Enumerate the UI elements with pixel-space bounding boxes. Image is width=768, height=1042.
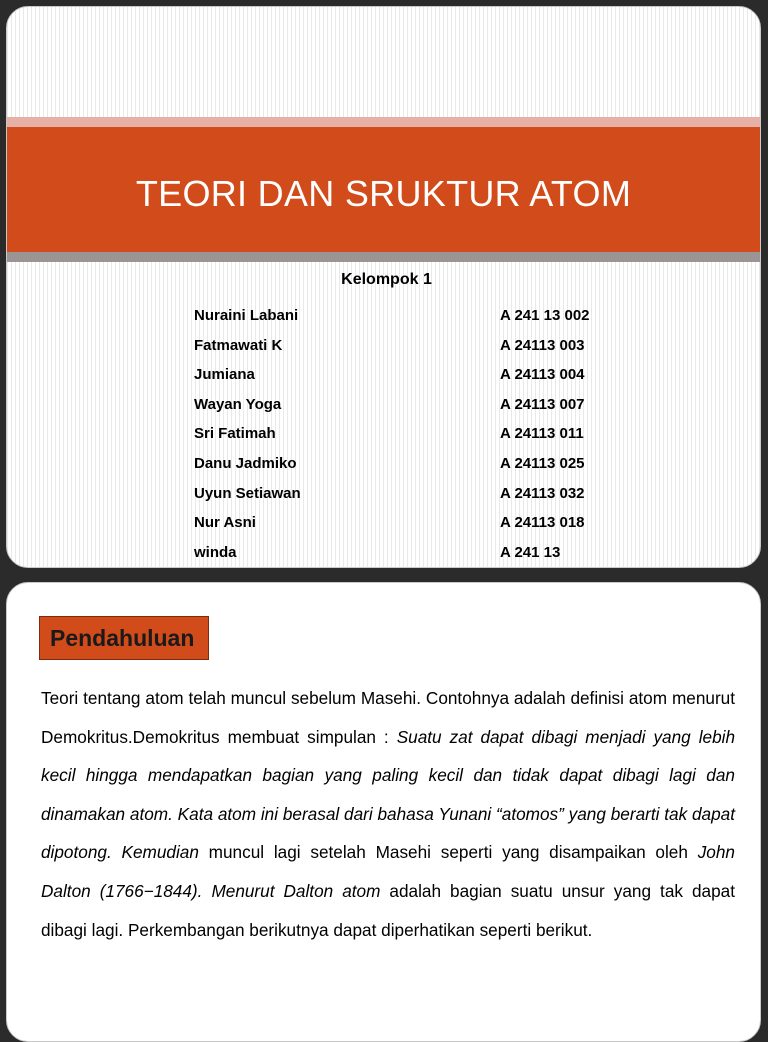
intro-paragraph	[41, 679, 735, 949]
member-name: Jumiana	[194, 366, 255, 384]
member-nim: A 241 13 002	[500, 307, 590, 324]
member-row	[194, 396, 644, 418]
member-name: Fatmawati K	[194, 336, 283, 354]
member-row	[194, 514, 644, 536]
paragraph-italic-run: Suatu zat dapat dibagi menjadi yang lebih kecil hingga mendapatkan bagian yang paling kecil dan tidak dapat dibagi lagi dan dinamakan atom. Kata atom ini berasal dari bahasa Yunani “atomos” yang berarti tak dapat dipotong. Kemudian	[41, 726, 736, 863]
member-nim: A 24113 003	[500, 336, 585, 354]
title-bottom-stripe	[7, 252, 760, 262]
paragraph-run: Teori tentang atom telah muncul sebelum Masehi. Contohnya adalah definisi atom menurut Demokritus.Demokritus membuat simpulan :	[41, 688, 735, 747]
member-name: Nur Asni	[194, 514, 256, 532]
member-row	[194, 544, 644, 566]
intro-slide	[6, 582, 761, 1042]
member-name: Nuraini Labani	[194, 307, 299, 324]
member-row	[194, 485, 644, 507]
paragraph-run: adalah bagian suatu unsur yang tak dapat dibagi lagi. Perkembangan berikutnya dapat diperhatikan seperti berikut.	[41, 880, 735, 940]
member-nim: A 24113 011	[500, 425, 584, 443]
member-nim: A 241 13	[500, 543, 561, 561]
section-label: Pendahuluan	[39, 616, 209, 660]
member-nim: A 24113 018	[500, 514, 585, 532]
group-heading: Kelompok 1	[341, 271, 432, 288]
member-name: Wayan Yoga	[194, 395, 282, 413]
title-top-stripe	[7, 117, 760, 127]
member-name: Uyun Setiawan	[194, 484, 301, 502]
member-row	[194, 366, 644, 388]
member-name: Danu Jadmiko	[194, 455, 297, 472]
title-slide	[6, 6, 761, 568]
paragraph-run: muncul lagi setelah Masehi seperti yang disampaikan oleh	[198, 842, 698, 863]
title-band	[7, 127, 760, 252]
member-row	[194, 307, 644, 329]
paragraph-italic-run: John Dalton (1766−1844). Menurut Dalton atom	[41, 842, 735, 901]
member-name: Sri Fatimah	[194, 425, 276, 443]
member-nim: A 24113 032	[500, 484, 585, 502]
member-row	[194, 455, 644, 477]
slide-title: TEORI DAN SRUKTUR ATOM	[135, 172, 632, 214]
member-nim: A 24113 025	[500, 455, 585, 472]
member-row	[194, 337, 644, 359]
member-name: winda	[194, 543, 237, 561]
member-nim: A 24113 007	[500, 395, 585, 413]
member-nim: A 24113 004	[500, 366, 585, 384]
member-row	[194, 425, 644, 447]
